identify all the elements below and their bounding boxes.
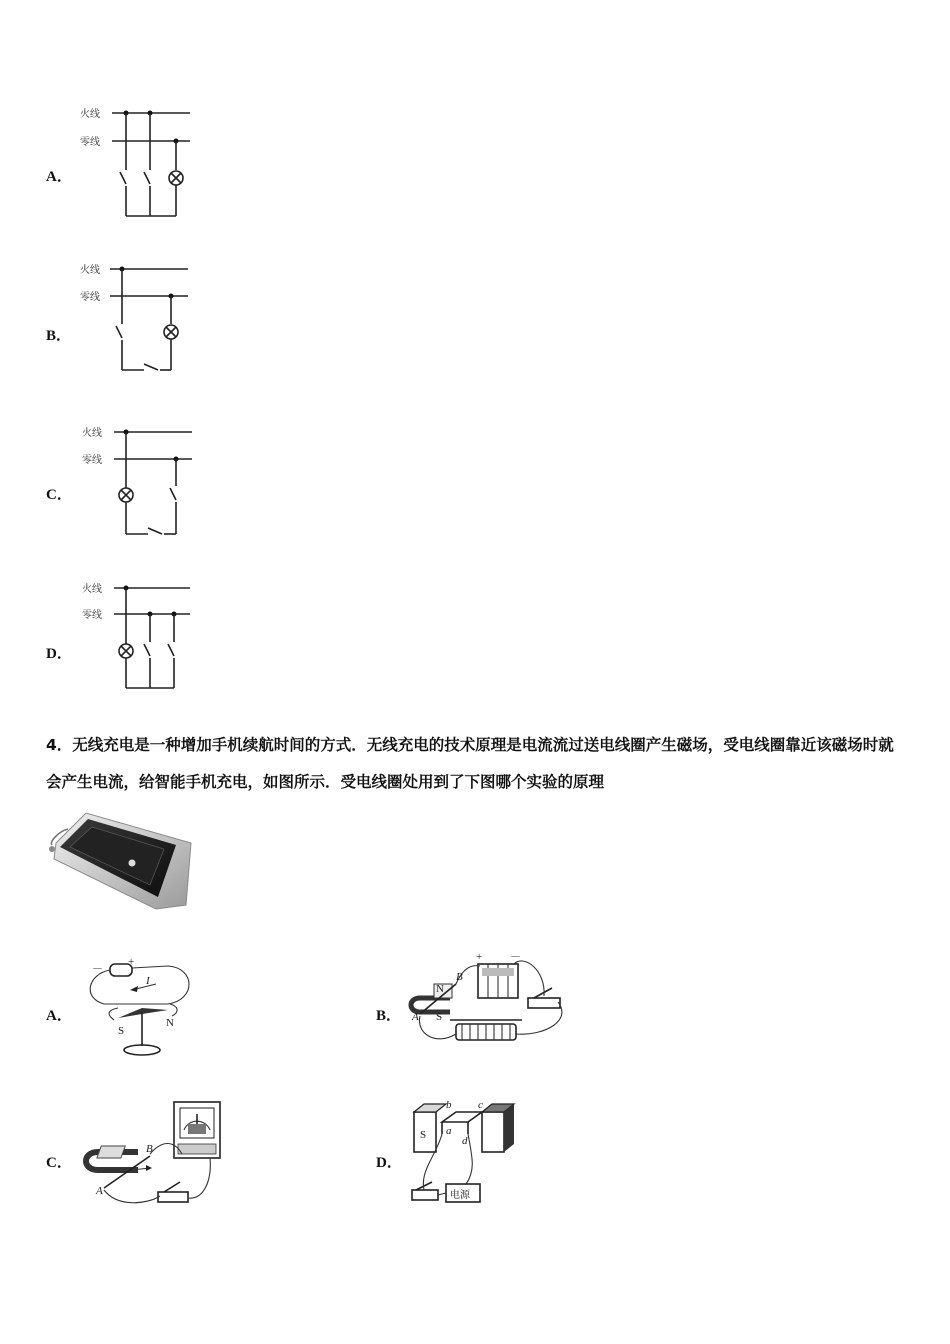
- horseshoe-magnet-icon: [411, 984, 452, 1012]
- live-wire-label: 火线: [82, 584, 102, 595]
- battery-box-icon: [478, 964, 518, 998]
- battery-minus-label: －: [510, 951, 521, 963]
- compass-needle-icon: [118, 1008, 168, 1018]
- neutral-wire-label: 零线: [82, 455, 102, 466]
- rod-b-label: B: [146, 1143, 153, 1155]
- live-wire-label: 火线: [82, 428, 102, 439]
- battery-plus-label: +: [128, 956, 135, 968]
- pole-n-label: N: [486, 1129, 494, 1141]
- lamp-icon: [119, 644, 133, 658]
- switch-icon: [120, 172, 126, 184]
- circuit-diagram-b: [78, 260, 198, 380]
- power-supply-label: 电源: [450, 1190, 470, 1201]
- exp-option-a-label[interactable]: A．: [46, 1008, 72, 1024]
- circuit-diagram-d: [78, 580, 198, 700]
- option-a-label[interactable]: A．: [46, 169, 72, 185]
- battery-plus-label: +: [476, 951, 483, 963]
- question-body: 无线充电是一种增加手机续航时间的方式．无线充电的技术原理是电流流过送电线圈产生磁场，受电线圈靠近该磁场时就会产生电流，给智能手机充电，如图所示．受电线圈处用到了下图哪个实验的原理: [46, 736, 894, 791]
- magnet-n-block-icon: [482, 1104, 514, 1152]
- neutral-wire-label: 零线: [80, 137, 100, 148]
- switch-icon: [144, 644, 150, 656]
- circuit-diagram-a: [78, 104, 198, 224]
- option-b-label[interactable]: B．: [46, 328, 72, 344]
- coil-d-label: d: [462, 1135, 468, 1147]
- horseshoe-magnet-icon: [86, 1146, 138, 1170]
- live-wire-label: 火线: [80, 109, 100, 120]
- rod-a-label: A: [96, 1185, 103, 1197]
- pole-s-label: S: [436, 1011, 443, 1023]
- coil-a-label: a: [446, 1125, 452, 1137]
- lamp-icon: [169, 171, 183, 185]
- exp-option-d-label[interactable]: D．: [376, 1155, 402, 1171]
- pole-s-label: S: [420, 1129, 427, 1141]
- pole-n-label: N: [436, 983, 444, 995]
- lamp-icon: [119, 488, 133, 502]
- switch-icon: [116, 326, 122, 338]
- pole-s-label: S: [118, 1025, 125, 1037]
- neutral-wire-label: 零线: [80, 292, 100, 303]
- power-supply-icon: [446, 1184, 480, 1202]
- current-label: I: [146, 975, 150, 987]
- question-4-text: [46, 727, 906, 801]
- switch-icon: [148, 528, 162, 534]
- switch-icon: [144, 364, 158, 370]
- experiment-diagram-a: [78, 954, 198, 1062]
- switch-icon: [170, 488, 176, 500]
- neutral-wire-label: 零线: [82, 610, 102, 621]
- exp-option-c-label[interactable]: C．: [46, 1155, 72, 1171]
- battery-minus-label: －: [92, 963, 103, 975]
- coil-c-label: c: [478, 1099, 483, 1111]
- switch-icon: [412, 1182, 438, 1200]
- option-c-label[interactable]: C．: [46, 487, 72, 503]
- experiment-diagram-b: [406, 950, 571, 1058]
- experiment-diagram-d: [406, 1100, 526, 1208]
- wireless-charger-image: [46, 805, 196, 910]
- rod-b-label: B: [456, 971, 463, 983]
- galvanometer-icon: [174, 1102, 220, 1158]
- switch-icon: [144, 172, 150, 184]
- exp-option-b-label[interactable]: B．: [376, 1008, 402, 1024]
- question-number: 4．: [46, 736, 73, 754]
- live-wire-label: 火线: [80, 265, 100, 276]
- option-d-label[interactable]: D．: [46, 646, 72, 662]
- experiment-diagram-c: [78, 1100, 228, 1208]
- pole-n-label: N: [166, 1017, 174, 1029]
- switch-icon: [168, 644, 174, 656]
- rod-a-label: A: [412, 1011, 419, 1023]
- lamp-icon: [164, 325, 178, 339]
- circuit-diagram-c: [78, 424, 198, 544]
- coil-b-label: b: [446, 1099, 452, 1111]
- rheostat-icon: [450, 1020, 522, 1040]
- switch-icon: [158, 1182, 188, 1202]
